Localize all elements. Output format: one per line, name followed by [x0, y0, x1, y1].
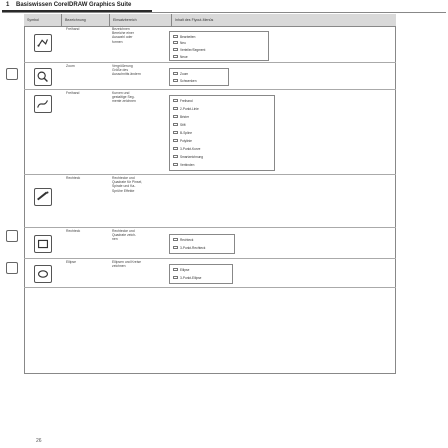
tool-name: Rechteck: [66, 176, 81, 180]
page-title: Basiswissen CorelDRAW Graphics Suite: [16, 2, 132, 8]
margin-shape-icon: [6, 68, 18, 80]
flyout-panel: Rechteck 3-Punkt-Rechteck: [169, 234, 235, 254]
page-number: 1: [6, 2, 10, 8]
column-header-name: Bezeichnung: [62, 14, 110, 27]
column-header-flyout: Inhalt des Flyout-Menüs: [172, 14, 396, 27]
column-header-symbol: Symbol: [24, 14, 62, 27]
table-header: [24, 14, 396, 27]
tool-description: Vergrößerung Größe des Ausschnitts ändern: [112, 64, 141, 77]
rectangle-tool-icon: [34, 235, 52, 253]
tool-description: Kurven und gestaltige Seg- mente zeichnen: [112, 91, 136, 104]
table-row: [24, 27, 396, 63]
margin-ellipse-icon: [6, 262, 18, 274]
header-divider: [2, 12, 446, 13]
tool-description: Rechtecke und Quadrate zeich- nen: [112, 229, 137, 242]
tool-name: Freihand: [66, 91, 80, 95]
tool-description: Ellipsen und Kreise zeichnen: [112, 260, 142, 269]
table-row: [24, 176, 396, 228]
tool-name: Zoom: [66, 64, 75, 68]
page-footer-number: 26: [36, 438, 42, 444]
artistic-media-icon: [34, 188, 52, 206]
tool-name: Ellipse: [66, 260, 76, 264]
ellipse-tool-icon: [34, 265, 52, 283]
flyout-panel: Freihand 2-Punkt-Linie Bézier Stift B-Spline Polylinie 3-Punkt-Kurve Smartzeichnung Verbinden: [169, 95, 275, 171]
shape-tool-icon: [34, 34, 52, 52]
table-row: [24, 229, 396, 259]
flyout-panel: Zoom Schwenken: [169, 68, 229, 86]
flyout-panel: Ellipse 3-Punkt-Ellipse: [169, 264, 233, 284]
tool-description: Rechtecke und Quadrate für Pinsel, Spirale und Ka- Sprühe Effekte: [112, 176, 143, 193]
zoom-tool-icon: [34, 68, 52, 86]
table-row: [24, 91, 396, 175]
margin-rectangle-icon: [6, 230, 18, 242]
tool-name: Rechteck: [66, 229, 81, 233]
table-row: [24, 260, 396, 288]
freehand-tool-icon: [34, 95, 52, 113]
column-header-use: Einsatzbereich: [110, 14, 172, 27]
tool-name: Freihand: [66, 27, 80, 31]
table-row: [24, 64, 396, 90]
flyout-panel: Bearbeiten Neu Verteiler/Segment Neue: [169, 31, 269, 61]
tool-description: Bezeichnen Bereiche einer Auswahl oder formen: [112, 27, 134, 44]
